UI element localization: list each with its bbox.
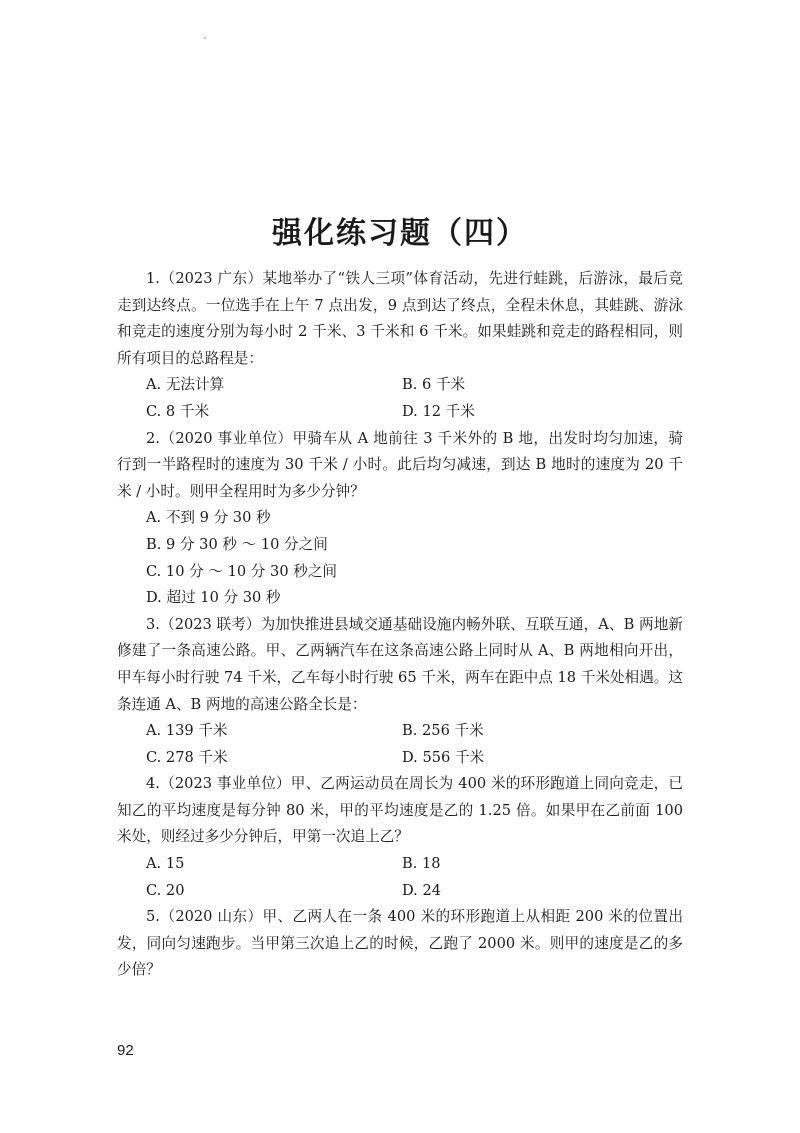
question-stem: 1.（2023 广东）某地举办了“铁人三项”体育活动，先进行蛙跳，后游泳，最后竞走到达终点。一位选手在上午 7 点出发，9 点到达了终点，全程未休息，其蛙跳、游泳和竞走的速度分别为每小时 2 千米、3 千米和 6 千米。如果蛙跳和竞走的路程相同，则所有项目的总路程是： [117, 270, 683, 367]
question-1 [117, 266, 683, 426]
question-3 [117, 612, 683, 772]
option-b: B. 9 分 30 秒 ～ 10 分之间 [146, 535, 328, 553]
option-d: D. 24 [402, 881, 442, 899]
option-c: C. 10 分 ～ 10 分 30 秒之间 [146, 562, 338, 580]
question-list [117, 266, 683, 984]
option-a: A. 139 千米 [146, 722, 228, 740]
option-d: D. 超过 10 分 30 秒 [146, 589, 281, 607]
question-2 [117, 426, 683, 612]
options [117, 505, 683, 611]
option-c: C. 278 千米 [146, 748, 228, 766]
scan-speck [204, 37, 206, 39]
page-number: 92 [117, 1042, 134, 1059]
question-5 [117, 904, 683, 984]
option-a: A. 无法计算 [146, 376, 225, 394]
options [117, 718, 683, 771]
option-b: B. 6 千米 [402, 376, 466, 394]
option-a: A. 不到 9 分 30 秒 [146, 509, 271, 527]
option-c: C. 8 千米 [146, 402, 210, 420]
question-stem: 5.（2020 山东）甲、乙两人在一条 400 米的环形跑道上从相距 200 米的位置出发，同向匀速跑步。当甲第三次追上乙的时候，乙跑了 2000 米。则甲的速度是乙的多少倍？ [117, 908, 683, 979]
question-stem: 3.（2023 联考）为加快推进县域交通基础设施内畅外联、互联互通，A、B 两地新修建了一条高速公路。甲、乙两辆汽车在这条高速公路上同时从 A、B 两地相向开出，甲车每小时行驶 74 千米，乙车每小时行驶 65 千米，两车在距中点 18 千米处相遇。这条连通 A、B 两地的高速公路全长是： [117, 615, 683, 713]
question-stem: 2.（2020 事业单位）甲骑车从 A 地前往 3 千米外的 B 地，出发时均匀加速，骑行到一半路程时的速度为 30 千米 / 小时。此后均匀减速，到达 B 地时的速度为 20 千米 / 小时。则甲全程用时为多少分钟？ [117, 429, 683, 500]
option-c: C. 20 [146, 881, 185, 899]
page-title: 强化练习题（四） [272, 216, 528, 252]
options [117, 851, 683, 904]
option-a: A. 15 [146, 855, 185, 873]
question-4 [117, 771, 683, 904]
question-stem: 4.（2023 事业单位）甲、乙两运动员在周长为 400 米的环形跑道上同向竞走，已知乙的平均速度是每分钟 80 米，甲的平均速度是乙的 1.25 倍。如果甲在乙前面 100 米处，则经过多少分钟后，甲第一次追上乙？ [117, 775, 683, 846]
options [117, 372, 683, 425]
option-d: D. 12 千米 [402, 402, 475, 420]
option-d: D. 556 千米 [402, 748, 485, 766]
option-b: B. 18 [402, 855, 441, 873]
option-b: B. 256 千米 [402, 722, 484, 740]
